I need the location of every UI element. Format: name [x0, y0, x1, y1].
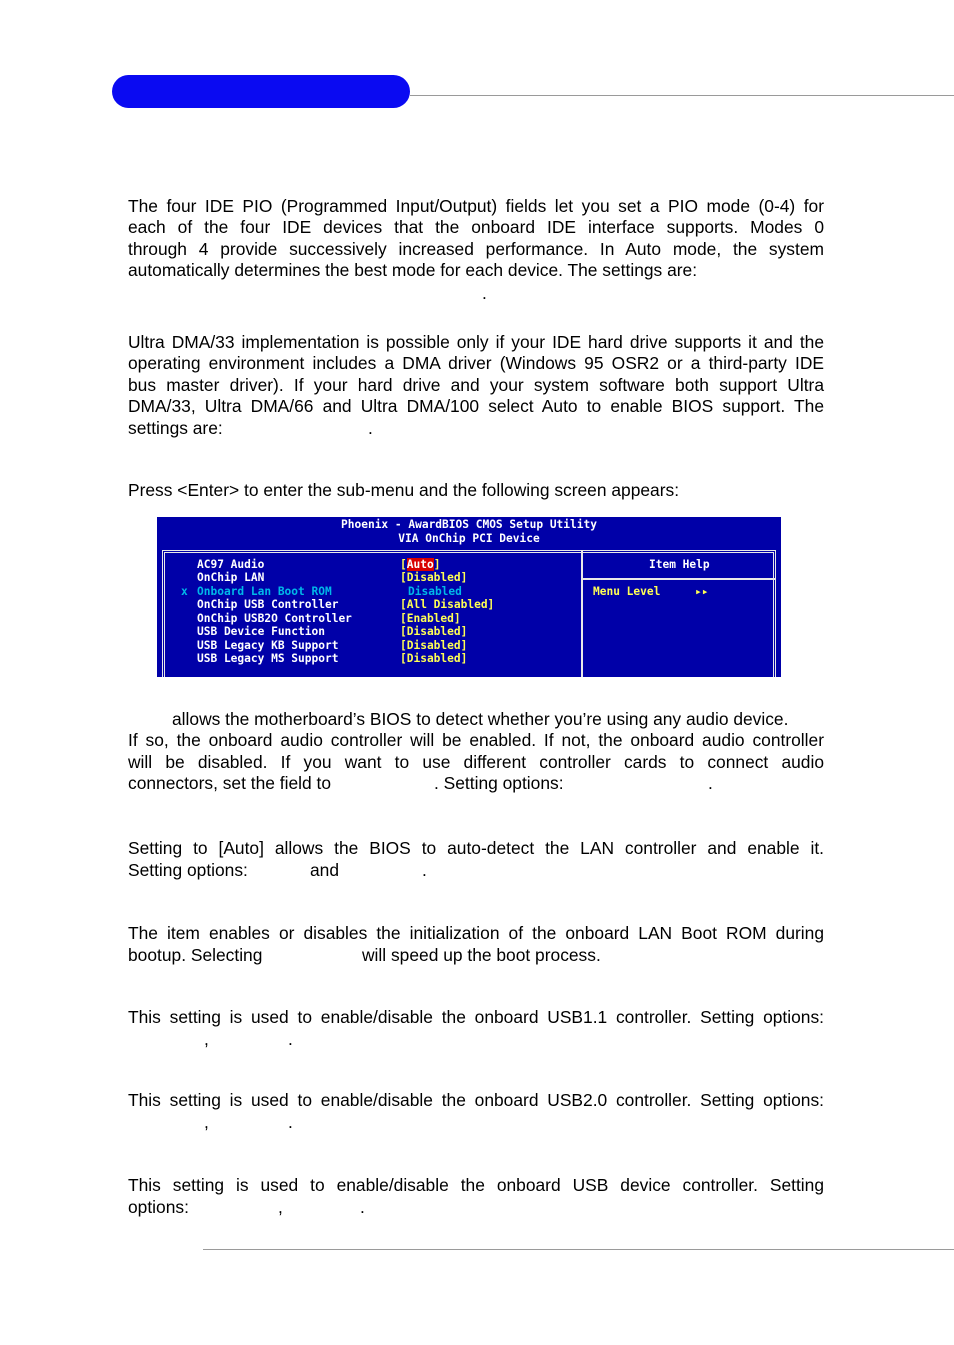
bios-item-onchip-lan[interactable]: OnChip LAN	[197, 571, 265, 584]
udma-line-3: bus master driver). If your hard drive and your system software both support Ultra	[128, 374, 824, 395]
bios-value-usb-legacy-kb[interactable]: [Disabled]	[400, 639, 468, 652]
lan-boot-rom-line-2a: bootup. Selecting	[128, 945, 263, 965]
bracket-close: ]	[433, 558, 441, 571]
selected-value: Auto	[406, 558, 434, 571]
bios-item-usb-legacy-ms[interactable]: USB Legacy MS Support	[197, 652, 339, 665]
udma-line-2: operating environment includes a DMA driver (Windows 95 OSR2 or a third-party IDE	[128, 353, 824, 374]
lan-boot-rom-line-1: The item enables or disables the initialization of the onboard LAN Boot ROM during	[128, 923, 824, 943]
ide-pio-paragraph	[128, 196, 824, 306]
usb-device-period: .	[360, 1197, 365, 1217]
ide-pio-tail: .	[482, 283, 487, 303]
usb11-period: .	[288, 1029, 293, 1049]
bracket-open: [	[400, 558, 407, 571]
header-rule	[410, 95, 954, 96]
ac97-paragraph	[128, 709, 824, 801]
udma-line-4: DMA/33, Ultra DMA/66 and Ultra DMA/100 select Auto to enable BIOS support. The	[128, 396, 824, 417]
bios-title: Phoenix - AwardBIOS CMOS Setup Utility	[341, 518, 597, 531]
udma-tail: .	[368, 418, 373, 438]
press-enter-paragraph: Press <Enter> to enter the sub-menu and the following screen appears:	[128, 480, 680, 500]
onchip-lan-line-2c: .	[422, 860, 427, 880]
usb11-comma: ,	[204, 1029, 209, 1049]
menu-level-arrows-icon: ▸▸	[695, 585, 709, 598]
bios-item-usb-legacy-kb[interactable]: USB Legacy KB Support	[197, 639, 339, 652]
bios-menu-level: Menu Level	[593, 585, 661, 598]
footer-rule	[203, 1249, 954, 1250]
bios-subtitle: VIA OnChip PCI Device	[398, 532, 540, 545]
bios-item-usb-device-function[interactable]: USB Device Function	[197, 625, 325, 638]
ide-pio-line-3: through 4 provide successively increased performance. In Auto mode, the system	[128, 238, 824, 259]
usb11-paragraph	[128, 1007, 824, 1053]
ide-pio-line-4: automatically determines the best mode for each device. The settings are:	[128, 260, 698, 281]
usb20-comma: ,	[204, 1112, 209, 1132]
bios-divider-horizontal	[583, 578, 776, 580]
bios-item-onboard-lan-boot-rom: Onboard Lan Boot ROM	[197, 585, 332, 598]
bios-item-onchip-usb-controller[interactable]: OnChip USB Controller	[197, 598, 339, 611]
bios-item-help: Item Help	[649, 558, 710, 571]
usb-device-comma: ,	[278, 1197, 283, 1217]
onchip-lan-line-1: Setting to [Auto] allows the BIOS to auto-detect the LAN controller and enable it.	[128, 838, 824, 858]
usb20-line-1: This setting is used to enable/disable the onboard USB2.0 controller. Setting options:	[128, 1090, 824, 1110]
usb-device-paragraph	[128, 1175, 824, 1221]
ac97-line-1: allows the motherboard’s BIOS to detect whether you’re using any audio device.	[172, 709, 789, 729]
udma-line-5: settings are:	[128, 418, 223, 438]
bios-item-disabled-marker: x	[181, 585, 188, 598]
ac97-line-4a: connectors, set the field to	[128, 773, 332, 793]
ac97-line-2: If so, the onboard audio controller will be enabled. If not, the onboard audio controller	[128, 730, 824, 750]
onchip-lan-line-2b: and	[310, 860, 340, 880]
lan-boot-rom-line-2b: will speed up the boot process.	[362, 945, 601, 965]
ide-pio-line-1: The four IDE PIO (Programmed Input/Output) fields let you set a PIO mode (0-4) for	[128, 196, 824, 216]
bios-screen	[157, 517, 781, 677]
bios-value-onboard-lan-boot-rom: Disabled	[408, 585, 462, 598]
bios-value-usb-device-function[interactable]: [Disabled]	[400, 625, 468, 638]
ac97-line-4b: . Setting options:	[434, 773, 564, 793]
bios-item-onchip-usb20-controller[interactable]: OnChip USB2O Controller	[197, 612, 352, 625]
lan-boot-rom-paragraph	[128, 923, 824, 969]
bios-value-onchip-usb-controller[interactable]: [All Disabled]	[400, 598, 495, 611]
chapter-header-tab	[112, 75, 410, 108]
bios-divider-vertical	[581, 550, 583, 677]
bios-value-onchip-lan[interactable]: [Disabled]	[400, 571, 468, 584]
bios-value-ac97-audio[interactable]	[400, 558, 440, 571]
usb20-paragraph	[128, 1090, 824, 1136]
usb-device-line-2a: options:	[128, 1197, 189, 1217]
udma-line-1: Ultra DMA/33 implementation is possible only if your IDE hard drive supports it and the	[128, 332, 824, 352]
onchip-lan-line-2a: Setting options:	[128, 860, 248, 880]
usb20-period: .	[288, 1112, 293, 1132]
onchip-lan-paragraph	[128, 838, 824, 884]
ac97-line-4c: .	[708, 773, 713, 793]
bios-item-ac97-audio[interactable]: AC97 Audio	[197, 558, 265, 571]
ac97-line-3: will be disabled. If you want to use different controller cards to connect audio	[128, 752, 824, 772]
ide-pio-line-2: each of the four IDE devices that the onboard IDE interface supports. Modes 0	[128, 217, 824, 238]
udma-paragraph	[128, 332, 824, 442]
usb11-line-1: This setting is used to enable/disable the onboard USB1.1 controller. Setting options:	[128, 1007, 824, 1027]
usb-device-line-1: This setting is used to enable/disable the onboard USB device controller. Setting	[128, 1175, 824, 1195]
bios-value-usb-legacy-ms[interactable]: [Disabled]	[400, 652, 468, 665]
bios-value-onchip-usb20-controller[interactable]: [Enabled]	[400, 612, 461, 625]
